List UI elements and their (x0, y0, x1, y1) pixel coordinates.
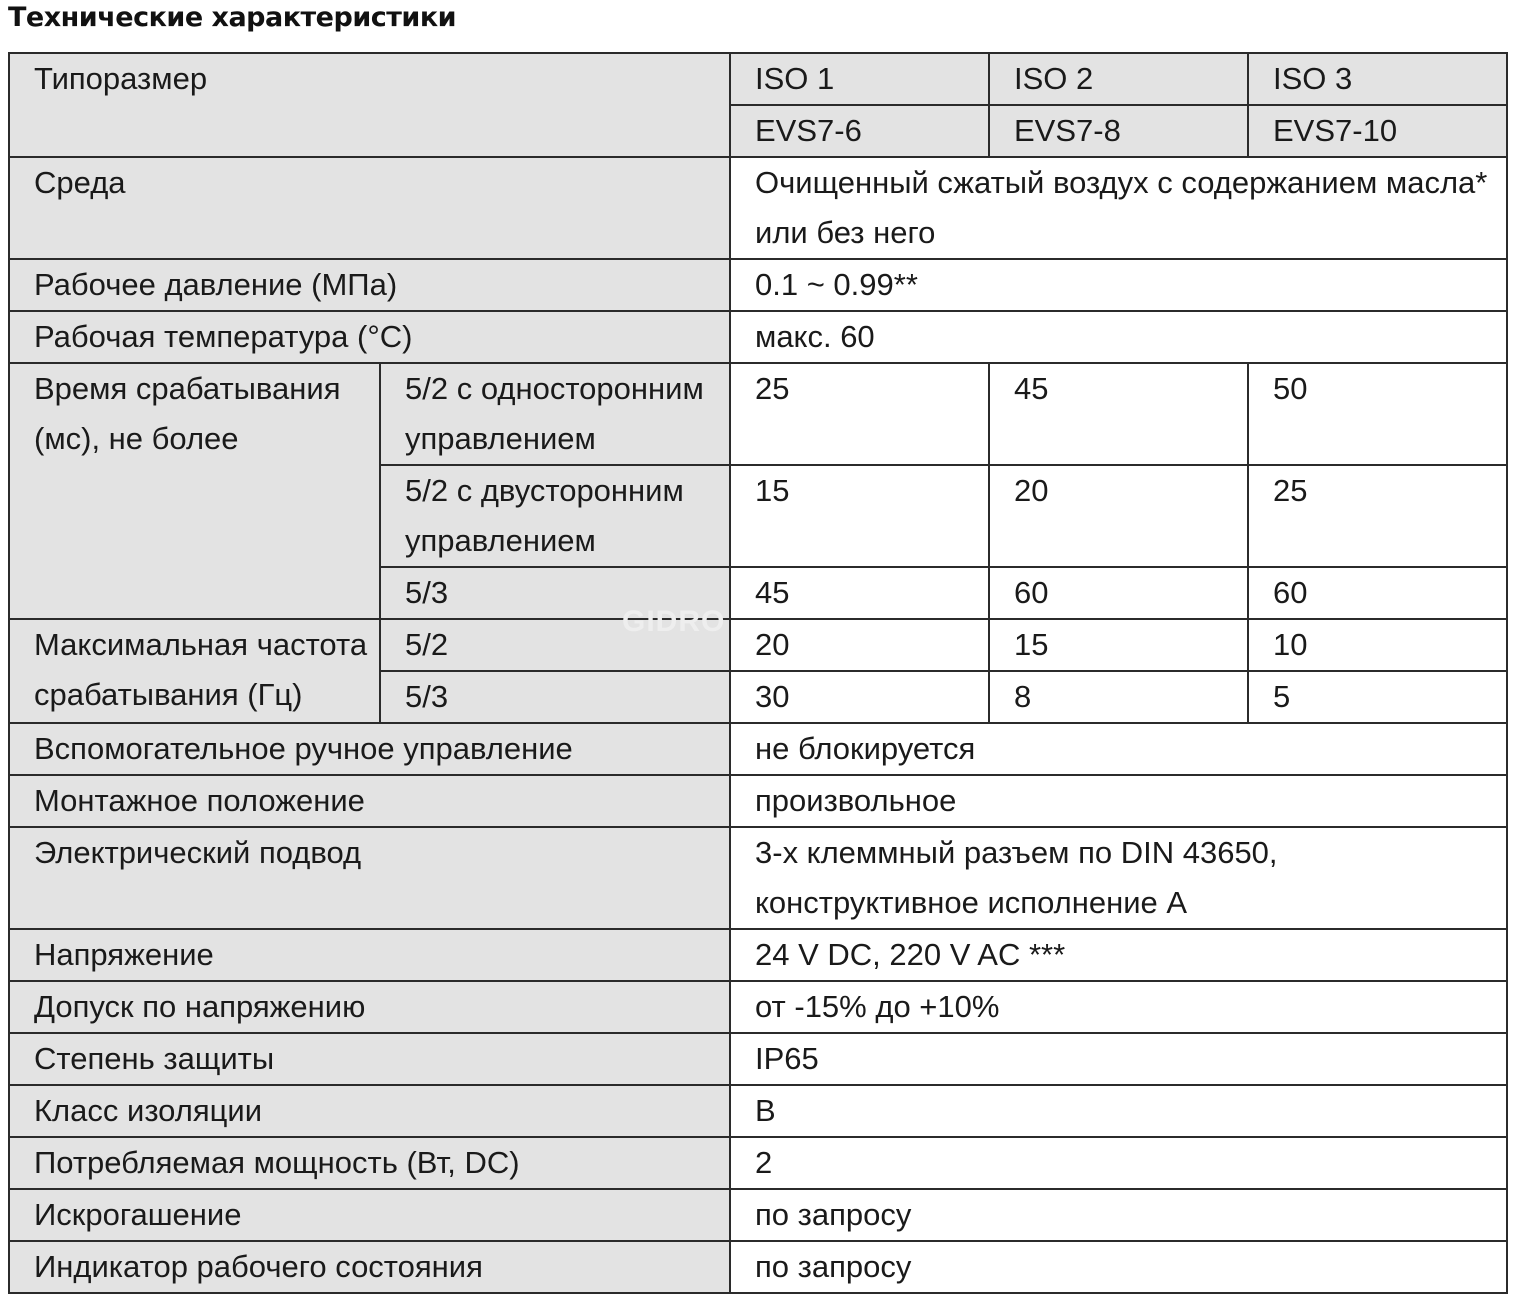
size-cell: ISO 2 (989, 53, 1248, 105)
sub-label: 5/3 (380, 567, 730, 619)
value-cell: 50 (1248, 363, 1507, 465)
row-value: 24 V DC, 220 V AC *** (730, 929, 1507, 981)
size-cell: ISO 1 (730, 53, 989, 105)
value-cell: 25 (1248, 465, 1507, 567)
label-line: 5/2 с односторонним (405, 371, 704, 406)
table-row (9, 363, 1507, 465)
label-line: управлением (405, 523, 596, 558)
label-line: 5/2 с двусторонним (405, 473, 684, 508)
value-cell: 60 (1248, 567, 1507, 619)
value-cell: 45 (989, 363, 1248, 465)
row-label: Индикатор рабочего состояния (9, 1241, 730, 1293)
size-cell: ISO 3 (1248, 53, 1507, 105)
table-row (9, 53, 1507, 105)
value-cell: 15 (730, 465, 989, 567)
row-value (730, 827, 1507, 929)
value-line: 3-х клеммный разъем по DIN 43650, (755, 835, 1278, 870)
table-row (9, 1189, 1507, 1241)
label-line: управлением (405, 421, 596, 456)
table-row (9, 1033, 1507, 1085)
model-cell: EVS7-10 (1248, 105, 1507, 157)
row-label: Среда (9, 157, 730, 259)
page-title: Технические характеристики (8, 2, 457, 33)
row-label: Искрогашение (9, 1189, 730, 1241)
value-line: Очищенный сжатый воздух с содержанием масла* (755, 165, 1488, 200)
row-label: Степень защиты (9, 1033, 730, 1085)
value-cell: 10 (1248, 619, 1507, 671)
table-row (9, 723, 1507, 775)
row-label: Рабочая температура (°C) (9, 311, 730, 363)
label-line: Время срабатывания (34, 371, 341, 406)
row-label: Рабочее давление (МПа) (9, 259, 730, 311)
value-cell: 30 (730, 671, 989, 723)
row-value: от -15% до +10% (730, 981, 1507, 1033)
value-line: или без него (755, 215, 936, 250)
row-label: Потребляемая мощность (Вт, DC) (9, 1137, 730, 1189)
row-value (730, 157, 1507, 259)
row-label: Вспомогательное ручное управление (9, 723, 730, 775)
row-label: Класс изоляции (9, 1085, 730, 1137)
row-value: B (730, 1085, 1507, 1137)
header-label: Типоразмер (9, 53, 730, 157)
row-label: Электрический подвод (9, 827, 730, 929)
sub-label (380, 465, 730, 567)
table-row (9, 311, 1507, 363)
value-cell: 20 (730, 619, 989, 671)
table-row (9, 259, 1507, 311)
watermark: GIDRO (622, 605, 726, 638)
sub-label: 5/3 (380, 671, 730, 723)
value-cell: 8 (989, 671, 1248, 723)
row-value: по запросу (730, 1189, 1507, 1241)
label-line: (мс), не более (34, 421, 239, 456)
value-cell: 25 (730, 363, 989, 465)
value-cell: 15 (989, 619, 1248, 671)
value-line: конструктивное исполнение А (755, 885, 1188, 920)
row-value: макс. 60 (730, 311, 1507, 363)
row-value: 0.1 ~ 0.99** (730, 259, 1507, 311)
sub-label (380, 363, 730, 465)
spec-table (8, 52, 1508, 1294)
row-value: произвольное (730, 775, 1507, 827)
row-label: Допуск по напряжению (9, 981, 730, 1033)
sub-label: 5/2 (380, 619, 730, 671)
row-value: 2 (730, 1137, 1507, 1189)
row-value: IP65 (730, 1033, 1507, 1085)
value-cell: 20 (989, 465, 1248, 567)
table-row (9, 619, 1507, 671)
table-row (9, 1241, 1507, 1293)
value-cell: 60 (989, 567, 1248, 619)
table-row (9, 157, 1507, 259)
model-cell: EVS7-6 (730, 105, 989, 157)
row-label: Монтажное положение (9, 775, 730, 827)
row-value: по запросу (730, 1241, 1507, 1293)
row-label (9, 619, 380, 723)
label-line: срабатывания (Гц) (34, 677, 303, 712)
value-cell: 45 (730, 567, 989, 619)
table-row (9, 929, 1507, 981)
row-label: Напряжение (9, 929, 730, 981)
table-row (9, 981, 1507, 1033)
table-row (9, 1137, 1507, 1189)
model-cell: EVS7-8 (989, 105, 1248, 157)
row-value: не блокируется (730, 723, 1507, 775)
value-cell: 5 (1248, 671, 1507, 723)
table-row (9, 1085, 1507, 1137)
row-label (9, 363, 380, 619)
label-line: Максимальная частота (34, 627, 368, 662)
table-row (9, 827, 1507, 929)
table-row (9, 775, 1507, 827)
